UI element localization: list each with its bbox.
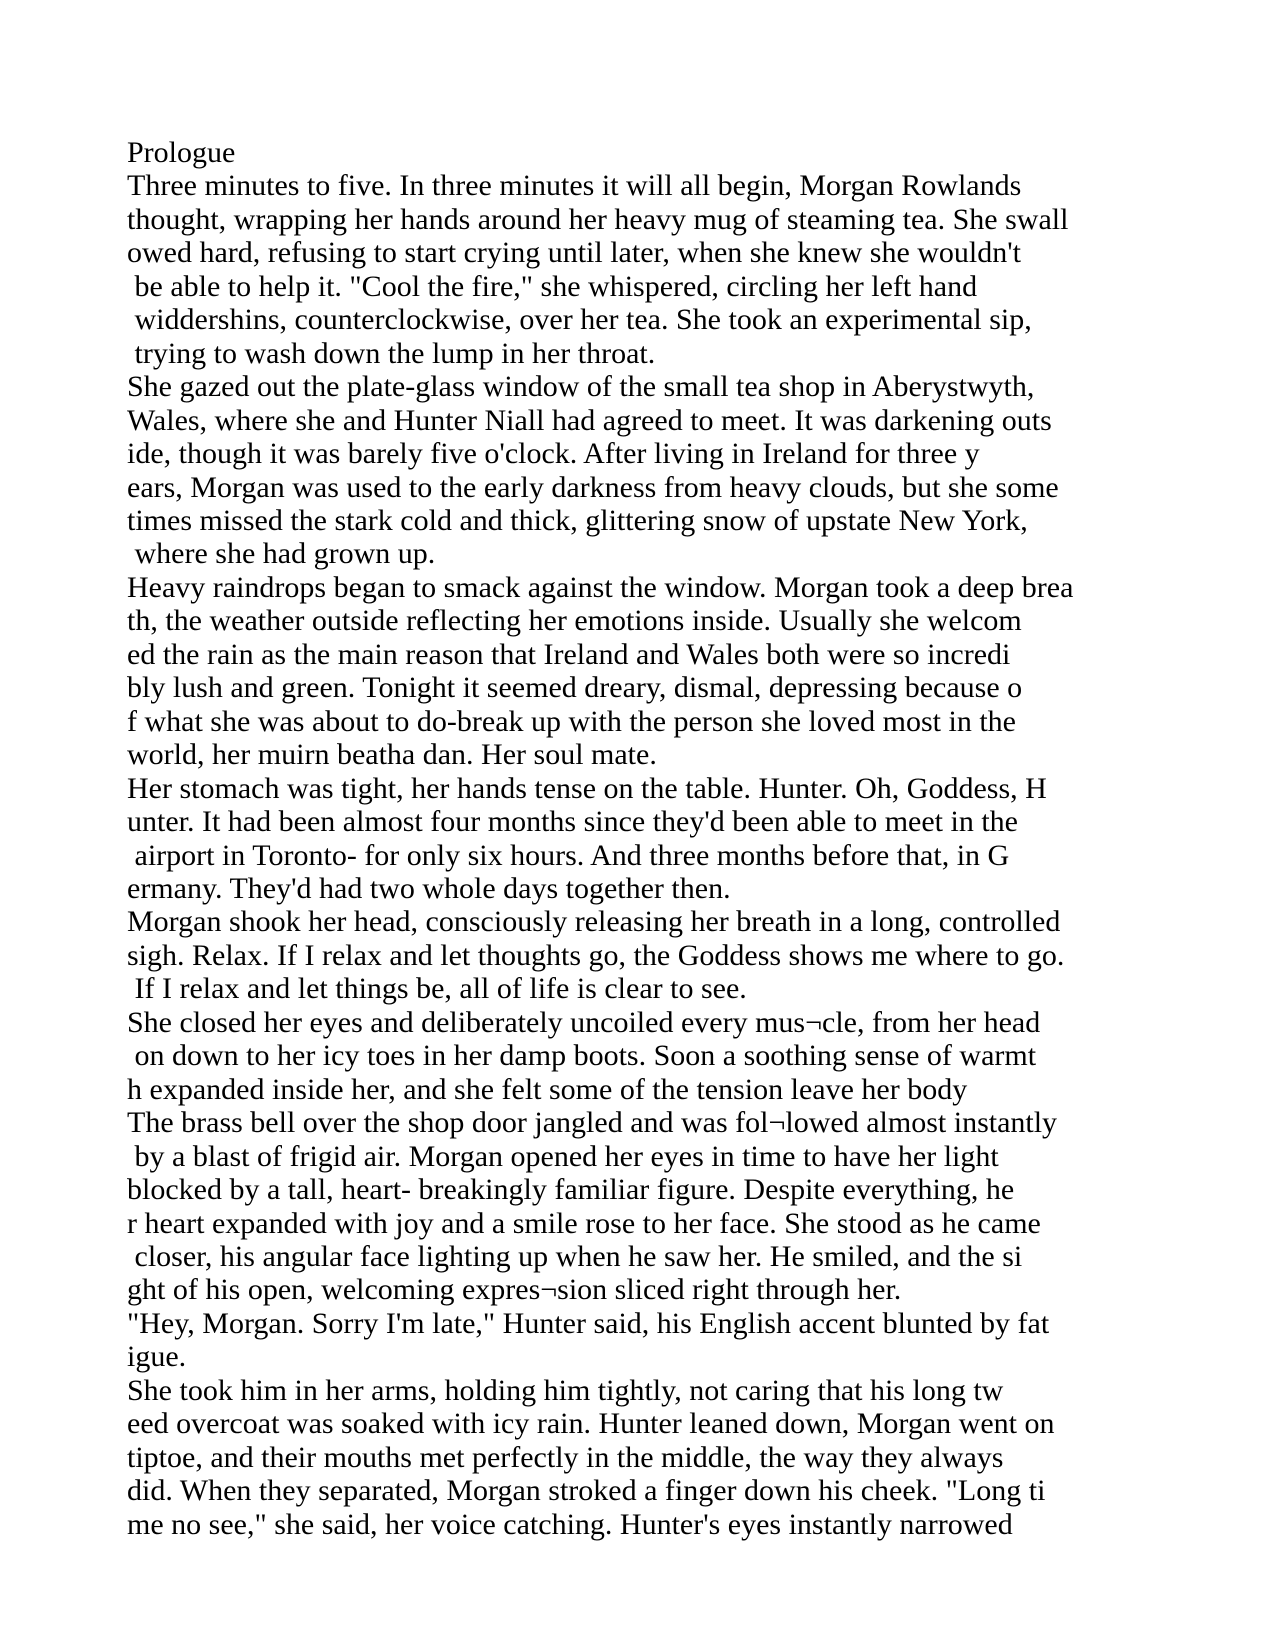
text-line: ed the rain as the main reason that Ireland and Wales both were so incredi [127,637,1011,671]
text-line: times missed the stark cold and thick, glittering snow of upstate New York, [127,503,1028,537]
text-line: Three minutes to five. In three minutes it will all begin, Morgan Rowlands [127,169,1022,203]
text-line: ght of his open, welcoming expres¬sion sliced right through her. [127,1273,902,1307]
text-line: Wales, where she and Hunter Niall had agreed to meet. It was darkening outs [127,403,1052,437]
text-line: "Hey, Morgan. Sorry I'm late," Hunter said, his English accent blunted by fat [127,1306,1050,1340]
text-line: If I relax and let things be, all of life is clear to see. [127,972,747,1006]
text-line: She took him in her arms, holding him tightly, not caring that his long tw [127,1373,1004,1407]
text-line: tiptoe, and their mouths met perfectly in the middle, the way they always [127,1440,1004,1474]
text-line: owed hard, refusing to start crying until later, when she knew she wouldn't [127,236,1021,270]
text-line: me no see," she said, her voice catching. Hunter's eyes instantly narrowed [127,1507,1013,1541]
text-line: r heart expanded with joy and a smile rose to her face. She stood as he came [127,1206,1041,1240]
text-line: be able to help it. "Cool the fire," she whispered, circling her left hand [127,269,978,303]
text-line: She gazed out the plate-glass window of the small tea shop in Aberystwyth, [127,370,1035,404]
text-line: f what she was about to do-break up with the person she loved most in the [127,704,1016,738]
text-line: ears, Morgan was used to the early darkness from heavy clouds, but she some [127,470,1059,504]
text-line: eed overcoat was soaked with icy rain. Hunter leaned down, Morgan went on [127,1407,1055,1441]
text-line: Her stomach was tight, her hands tense on the table. Hunter. Oh, Goddess, H [127,771,1047,805]
text-line: closer, his angular face lighting up when he saw her. He smiled, and the si [127,1239,1023,1273]
text-line: on down to her icy toes in her damp boots. Soon a soothing sense of warmt [127,1039,1037,1073]
text-line: blocked by a tall, heart- breakingly familiar figure. Despite everything, he [127,1173,1015,1207]
text-line: th, the weather outside reflecting her emotions inside. Usually she welcom [127,604,1022,638]
text-line: igue. [127,1340,187,1374]
text-line: She closed her eyes and deliberately uncoiled every mus¬cle, from her head [127,1005,1041,1039]
text-line: Heavy raindrops began to smack against the window. Morgan took a deep brea [127,570,1074,604]
text-line: ermany. They'd had two whole days together then. [127,871,731,905]
text-line: Morgan shook her head, consciously releasing her breath in a long, controlled [127,905,1061,939]
text-line: where she had grown up. [127,537,436,571]
text-line: widdershins, counterclockwise, over her tea. She took an experimental sip, [127,303,1032,337]
text-block [127,136,1227,1541]
text-line: did. When they separated, Morgan stroked a finger down his cheek. "Long ti [127,1474,1046,1508]
text-line: trying to wash down the lump in her throat. [127,336,656,370]
text-line: h expanded inside her, and she felt some of the tension leave her body [127,1072,968,1106]
text-line: The brass bell over the shop door jangled and was fol¬lowed almost instantly [127,1106,1058,1140]
text-line: world, her muirn beatha dan. Her soul mate. [127,738,657,772]
text-line: bly lush and green. Tonight it seemed dreary, dismal, depressing because o [127,671,1023,705]
text-line: airport in Toronto- for only six hours. And three months before that, in G [127,838,1010,872]
text-line: unter. It had been almost four months since they'd been able to meet in the [127,805,1018,839]
text-line: by a blast of frigid air. Morgan opened her eyes in time to have her light [127,1139,999,1173]
text-line: thought, wrapping her hands around her heavy mug of steaming tea. She swall [127,202,1069,236]
text-line: sigh. Relax. If I relax and let thoughts go, the Goddess shows me where to go. [127,938,1065,972]
text-line: Prologue [127,136,236,169]
text-line: ide, though it was barely five o'clock. After living in Ireland for three y [127,437,980,471]
